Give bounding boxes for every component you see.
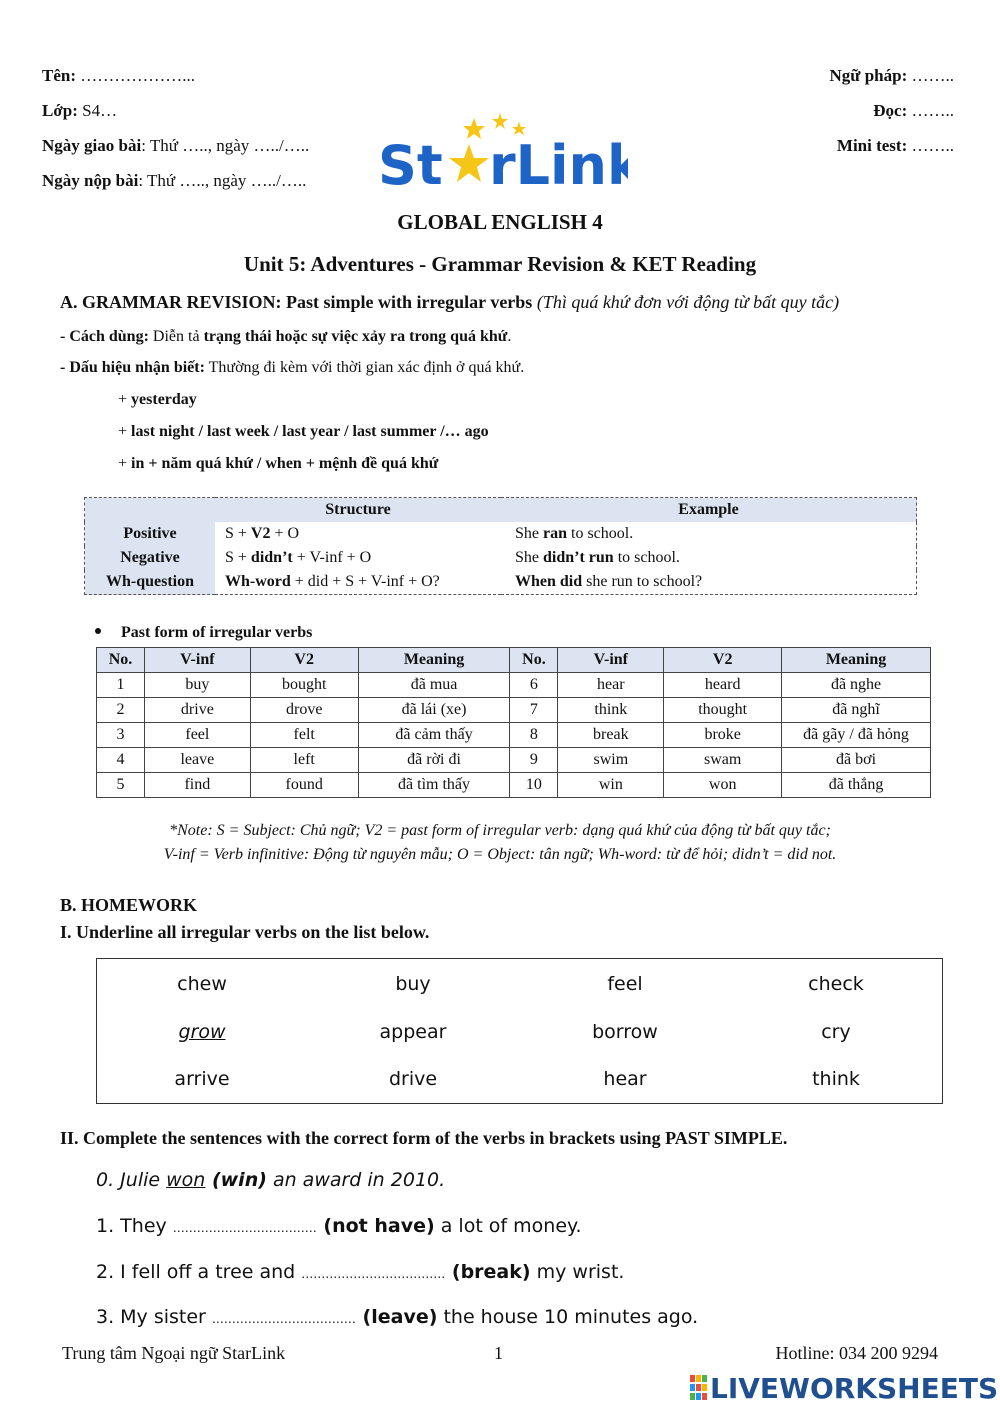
verbs-cell: felt	[250, 723, 358, 748]
course-title: GLOBAL ENGLISH 4	[397, 210, 603, 234]
grammar-heading	[60, 292, 839, 313]
verbs-cell: broke	[664, 723, 782, 748]
assign-date-label: Ngày giao bài	[42, 136, 142, 155]
row-label: Negative	[85, 546, 216, 570]
verbs-cell: đã cảm thấy	[358, 723, 510, 748]
homework-heading: B. HOMEWORK	[60, 895, 198, 915]
verbs-header-row	[97, 648, 931, 673]
verbs-cell: 1	[97, 673, 145, 698]
grammar-score-field	[829, 66, 954, 86]
verbs-table	[96, 647, 931, 798]
signs-text: Thường đi kèm với thời gian xác định ở quá khứ.	[204, 359, 525, 376]
structure-cell: S + didn’t + V-inf + O	[225, 549, 372, 566]
row-label: Wh-question	[85, 570, 216, 595]
footer-center-name: Trung tâm Ngoại ngữ StarLink	[62, 1343, 286, 1363]
verbs-cell: 8	[510, 723, 558, 748]
word-item[interactable]: check	[808, 973, 864, 995]
sign-item: + yesterday	[118, 391, 197, 408]
sign-item: + in + năm quá khứ / when + mệnh đề quá khứ	[118, 455, 439, 472]
hotline: Hotline: 034 200 9294	[775, 1343, 938, 1363]
unit-title: Unit 5: Adventures - Grammar Revision & KET Reading	[243, 252, 757, 276]
bullet-icon	[95, 628, 101, 634]
table-row	[97, 773, 931, 798]
page-number: 1	[494, 1343, 503, 1363]
verbs-cell: find	[144, 773, 250, 798]
sentence-2: 2. I fell off a tree and ……………………………… (break) my wrist.	[96, 1261, 625, 1283]
verbs-cell: drove	[250, 698, 358, 723]
row-label: Positive	[85, 522, 216, 546]
signs-line	[60, 359, 524, 377]
verbs-cell: đã mua	[358, 673, 510, 698]
verbs-cell: đã nghĩ	[782, 698, 931, 723]
answer-blank[interactable]: ………………………………	[172, 1221, 317, 1235]
verbs-column-header: V-inf	[144, 648, 250, 673]
minitest-score-label: Mini test:	[836, 136, 908, 155]
verbs-cell: win	[558, 773, 664, 798]
table-row	[85, 522, 917, 546]
verbs-cell: 9	[510, 748, 558, 773]
logo-text-st: St	[378, 134, 443, 192]
reading-score-field	[873, 101, 954, 121]
grammar-score-value: ……..	[907, 66, 954, 85]
sign-text: in + năm quá khứ / when + mệnh đề quá khứ	[131, 455, 439, 472]
verbs-cell: heard	[664, 673, 782, 698]
usage-text: Diễn tả	[148, 328, 204, 345]
word-item[interactable]: hear	[603, 1068, 647, 1090]
word-item[interactable]: chew	[177, 973, 227, 995]
note-line-1: *Note: S = Subject: Chủ ngữ; V2 = past form of irregular verb: dạng quá khứ của động từ bất quy tắc;	[169, 822, 831, 839]
verbs-cell: swim	[558, 748, 664, 773]
verbs-cell: leave	[144, 748, 250, 773]
reading-score-value: ……..	[907, 101, 954, 120]
verbs-cell: đã nghe	[782, 673, 931, 698]
minitest-score-field	[837, 136, 954, 156]
word-item[interactable]: drive	[388, 1068, 438, 1090]
sign-text: yesterday	[131, 391, 197, 408]
word-item[interactable]: buy	[395, 973, 431, 995]
logo-text-rlink: rLink	[489, 134, 628, 192]
class-label: Lớp:	[42, 101, 78, 120]
verbs-cell: 2	[97, 698, 145, 723]
verbs-cell: đã gãy / đã hỏng	[782, 723, 931, 748]
table-row	[97, 723, 931, 748]
verbs-cell: 4	[97, 748, 145, 773]
liveworksheets-watermark: LIVEWORKSHEETS	[690, 1372, 998, 1405]
verbs-cell: drive	[144, 698, 250, 723]
table-row	[97, 673, 931, 698]
structure-table	[84, 497, 917, 595]
verbs-cell: 5	[97, 773, 145, 798]
verbs-cell: won	[664, 773, 782, 798]
verbs-cell: đã rời đi	[358, 748, 510, 773]
star-icon	[449, 144, 489, 182]
structure-cell: Wh-word + did + S + V-inf + O?	[225, 573, 440, 590]
word-item[interactable]: cry	[821, 1021, 851, 1043]
grammar-heading-vi: (Thì quá khứ đơn với động từ bất quy tắc)	[536, 292, 840, 312]
answer-blank[interactable]: ………………………………	[301, 1267, 446, 1281]
example-answer: won	[166, 1169, 206, 1191]
reading-score-label: Đọc:	[873, 101, 908, 120]
verbs-cell: thought	[664, 698, 782, 723]
word-item-underlined[interactable]: grow	[178, 1021, 226, 1043]
usage-label: - Cách dùng:	[60, 328, 149, 345]
sentence-1: 1. They ……………………………… (not have) a lot of money.	[96, 1215, 582, 1237]
verbs-cell: đã bơi	[782, 748, 931, 773]
table-row	[97, 748, 931, 773]
starlink-logo	[378, 110, 628, 192]
structure-corner	[85, 498, 216, 523]
verbs-column-header: V2	[664, 648, 782, 673]
word-item[interactable]: borrow	[592, 1021, 658, 1043]
exercise-1-title: I. Underline all irregular verbs on the list below.	[60, 922, 430, 942]
example-sentence: 0. Julie won (win) an award in 2010.	[96, 1169, 446, 1191]
verbs-table-title: Past form of irregular verbs	[95, 624, 312, 642]
name-field	[42, 66, 195, 86]
assign-date-field	[42, 136, 309, 156]
submit-date-label: Ngày nộp bài	[42, 171, 139, 190]
verbs-cell: 6	[510, 673, 558, 698]
name-label: Tên:	[42, 66, 76, 85]
word-item[interactable]: appear	[379, 1021, 447, 1043]
structure-header-row	[85, 498, 917, 523]
liveworksheets-logo-icon	[690, 1375, 708, 1401]
class-field	[42, 101, 117, 121]
verbs-column-header: Meaning	[782, 648, 931, 673]
sign-text: last night / last week / last year / last summer /… ago	[131, 423, 489, 440]
usage-bold: trạng thái hoặc sự việc xảy ra trong quá khứ	[203, 328, 508, 345]
sign-item: + last night / last week / last year / last summer /… ago	[118, 423, 489, 440]
verbs-cell: swam	[664, 748, 782, 773]
signs-label: - Dấu hiệu nhận biết:	[60, 359, 205, 376]
submit-date-value: : Thứ ….., ngày …../…..	[138, 171, 307, 190]
verbs-column-header: V2	[250, 648, 358, 673]
verbs-column-header: Meaning	[358, 648, 510, 673]
verbs-cell: think	[558, 698, 664, 723]
answer-blank[interactable]: ………………………………	[211, 1312, 356, 1326]
example-cell: She ran to school.	[515, 525, 634, 542]
word-item[interactable]: feel	[607, 973, 643, 995]
table-row	[85, 546, 917, 570]
verbs-cell: break	[558, 723, 664, 748]
example-header: Example	[501, 498, 917, 523]
grammar-score-label: Ngữ pháp:	[829, 66, 908, 85]
table-row	[97, 698, 931, 723]
verbs-cell: found	[250, 773, 358, 798]
verbs-cell: đã lái (xe)	[358, 698, 510, 723]
minitest-score-value: ……..	[907, 136, 954, 155]
note-line-2: V-inf = Verb infinitive: Động từ nguyên mẫu; O = Object: tân ngữ; Wh-word: từ để hỏi; didn’t = did not.	[163, 846, 837, 863]
name-value: ………………...	[76, 66, 195, 85]
grammar-heading-text: A. GRAMMAR REVISION: Past simple with irregular verbs	[60, 292, 533, 312]
verbs-cell: 10	[510, 773, 558, 798]
class-value: S4…	[77, 101, 118, 120]
example-cell: She didn’t run to school.	[515, 549, 680, 566]
verbs-cell: đã tìm thấy	[358, 773, 510, 798]
verbs-cell: 3	[97, 723, 145, 748]
star-icon	[463, 118, 485, 139]
word-item[interactable]: think	[812, 1068, 860, 1090]
verbs-cell: bought	[250, 673, 358, 698]
submit-date-field	[42, 171, 306, 191]
verbs-cell: left	[250, 748, 358, 773]
verbs-cell: hear	[558, 673, 664, 698]
sentence-3: 3. My sister ……………………………… (leave) the house 10 minutes ago.	[96, 1306, 699, 1328]
verbs-cell: 7	[510, 698, 558, 723]
verbs-cell: feel	[144, 723, 250, 748]
word-item[interactable]: arrive	[174, 1068, 230, 1090]
structure-cell: S + V2 + O	[225, 525, 300, 542]
verbs-column-header: V-inf	[558, 648, 664, 673]
usage-end: .	[507, 328, 512, 345]
star-icon	[492, 113, 508, 129]
example-cell: When did she run to school?	[515, 573, 703, 590]
exercise-2-title: II. Complete the sentences with the correct form of the verbs in brackets using PAST SIMPLE.	[60, 1128, 788, 1148]
verbs-cell: đã thắng	[782, 773, 931, 798]
structure-header: Structure	[215, 498, 501, 523]
assign-date-value: : Thứ ….., ngày …../…..	[141, 136, 310, 155]
usage-line	[60, 328, 511, 346]
verbs-column-header: No.	[510, 648, 558, 673]
verbs-column-header: No.	[97, 648, 145, 673]
table-row	[85, 570, 917, 595]
word-box	[96, 958, 943, 1104]
verbs-cell: buy	[144, 673, 250, 698]
